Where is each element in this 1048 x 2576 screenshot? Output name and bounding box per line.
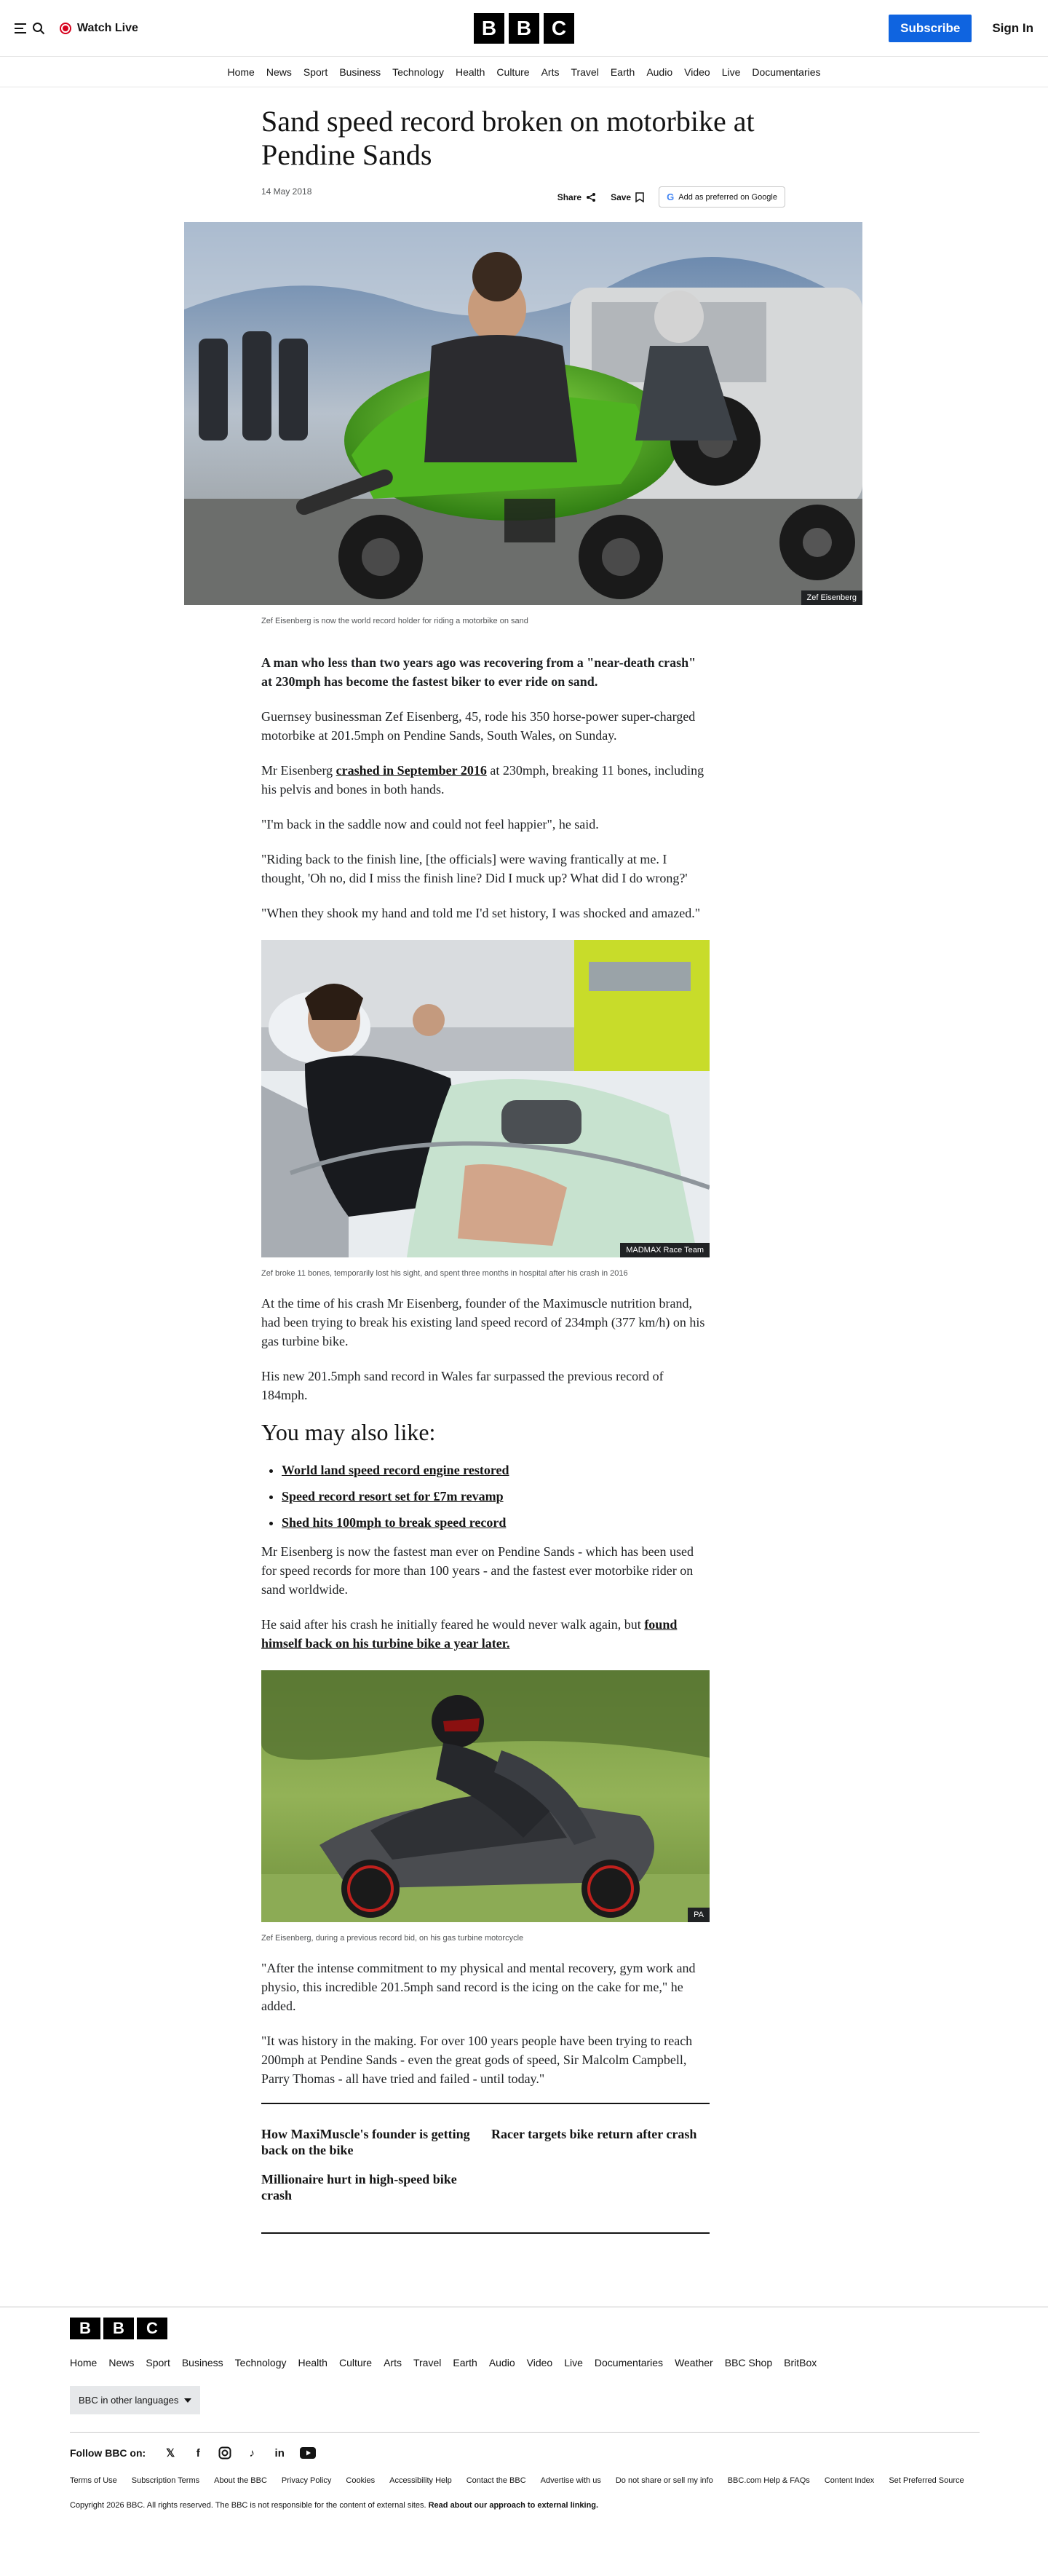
nav-technology[interactable]: Technology xyxy=(392,66,444,78)
hospital-photo xyxy=(261,940,710,1257)
nav-culture[interactable]: Culture xyxy=(496,66,530,78)
paragraph-2-pre: Mr Eisenberg xyxy=(261,763,336,778)
main-nav xyxy=(0,57,1048,87)
footer-nav-documentaries[interactable]: Documentaries xyxy=(594,2357,664,2368)
paragraph-2-post: at 230mph, breaking 11 bones, including his pelvis and bones in both hands. xyxy=(261,763,704,797)
paragraph-2 xyxy=(261,761,710,799)
share-icon xyxy=(586,192,596,202)
footer-logo-letter-b1: B xyxy=(70,2318,100,2339)
share-label: Share xyxy=(557,191,582,202)
more-link-engine[interactable]: World land speed record engine restored xyxy=(282,1463,509,1477)
hospital-image-caption: Zef broke 11 bones, temporarily lost his sight, and spent three months in hospital after his crash in 2016 xyxy=(261,1269,628,1278)
footer-logo-letter-c: C xyxy=(137,2318,167,2339)
external-linking-link[interactable]: Read about our approach to external linking. xyxy=(428,2501,599,2510)
footer-nav-technology[interactable]: Technology xyxy=(234,2357,287,2368)
footer-nav-bbc-shop[interactable]: BBC Shop xyxy=(724,2357,773,2368)
hero-credit: Zef Eisenberg xyxy=(801,590,862,605)
footer-nav-earth[interactable]: Earth xyxy=(453,2357,477,2368)
footer-nav-health[interactable]: Health xyxy=(298,2357,328,2368)
more-link-shed[interactable]: Shed hits 100mph to break speed record xyxy=(282,1515,507,1530)
menu-icon xyxy=(15,23,29,34)
footer-logo-letter-b2: B xyxy=(103,2318,134,2339)
footer-nav-travel[interactable]: Travel xyxy=(413,2357,442,2368)
footer-link-about[interactable]: About the BBC xyxy=(214,2476,267,2485)
share-button[interactable] xyxy=(557,192,596,202)
bbc-logo[interactable] xyxy=(474,13,574,44)
paragraph-5: "When they shook my hand and told me I'd set history, I was shocked and amazed." xyxy=(261,906,701,920)
nav-arts[interactable]: Arts xyxy=(541,66,560,78)
bookmark-icon xyxy=(635,192,644,202)
paragraph-3: "I'm back in the saddle now and could not feel happier", he said. xyxy=(261,817,599,831)
live-icon xyxy=(60,23,71,34)
list-item xyxy=(282,1513,710,1532)
footer-link-help[interactable]: BBC.com Help & FAQs xyxy=(727,2476,810,2485)
paragraph-9 xyxy=(261,1615,710,1653)
footer-link-subscription-terms[interactable]: Subscription Terms xyxy=(131,2476,200,2485)
facebook-icon[interactable]: f xyxy=(196,2446,200,2460)
list-item xyxy=(282,1487,710,1506)
paragraph-8: Mr Eisenberg is now the fastest man ever on Pendine Sands - which has been used for speed records for more than 100 years - and the fastest ever motorbike rider on sand worldwide. xyxy=(261,1544,694,1597)
watch-live-label: Watch Live xyxy=(77,21,138,34)
instagram-icon[interactable] xyxy=(218,2446,231,2460)
footer-links xyxy=(70,2476,980,2485)
hospital-image-credit: MADMAX Race Team xyxy=(620,1243,710,1257)
list-item xyxy=(282,1461,710,1479)
save-label: Save xyxy=(611,191,632,202)
tiktok-icon[interactable]: ♪ xyxy=(249,2446,255,2460)
footer-link-cookies[interactable]: Cookies xyxy=(346,2476,376,2485)
related-stories xyxy=(261,2103,710,2234)
google-preferred-button[interactable] xyxy=(659,186,785,208)
top-bar-left xyxy=(15,22,138,35)
footer-nav-business[interactable]: Business xyxy=(181,2357,223,2368)
logo-letter-b1: B xyxy=(474,13,504,44)
turbine-bike-link[interactable]: found himself back on his turbine bike a year later. xyxy=(261,1617,678,1651)
hero-image xyxy=(184,222,862,605)
article xyxy=(0,105,1048,2234)
footer-nav-weather[interactable]: Weather xyxy=(675,2357,713,2368)
related-link-maximuscle[interactable]: How MaxiMuscle's founder is getting back on the bike xyxy=(261,2127,470,2157)
sign-in-button[interactable]: Sign In xyxy=(992,20,1033,35)
footer-nav xyxy=(70,2357,980,2368)
article-lead: A man who less than two years ago was recovering from a "near-death crash" at 230mph has become the fastest biker to ever ride on sand. xyxy=(261,655,696,689)
paragraph-9-pre: He said after his crash he initially feared he would never walk again, but xyxy=(261,1617,645,1632)
copyright-text: Copyright 2026 BBC. All rights reserved. The BBC is not responsible for the content of external sites. xyxy=(70,2501,429,2510)
top-bar xyxy=(0,0,1048,57)
menu-search-button[interactable] xyxy=(15,22,45,35)
follow-bbc xyxy=(70,2446,980,2460)
footer-bbc-logo[interactable] xyxy=(70,2318,980,2339)
nav-documentaries[interactable]: Documentaries xyxy=(752,66,821,78)
follow-label: Follow BBC on: xyxy=(70,2447,146,2459)
paragraph-6: At the time of his crash Mr Eisenberg, founder of the Maximuscle nutrition brand, had been trying to break his existing land speed record of 234mph (377 km/h) on his gas turbine bike. xyxy=(261,1296,705,1348)
nav-audio[interactable]: Audio xyxy=(646,66,673,78)
nav-sport[interactable]: Sport xyxy=(303,66,328,78)
footer-link-content-index[interactable]: Content Index xyxy=(824,2476,875,2485)
footer-nav-culture[interactable]: Culture xyxy=(338,2357,373,2368)
footer-nav-live[interactable]: Live xyxy=(564,2357,583,2368)
footer xyxy=(0,2307,1048,2576)
hero-caption: Zef Eisenberg is now the world record holder for riding a motorbike on sand xyxy=(261,617,528,625)
footer-link-terms[interactable]: Terms of Use xyxy=(70,2476,117,2485)
article-date: 14 May 2018 xyxy=(261,186,312,197)
turbine-bike-caption: Zef Eisenberg, during a previous record bid, on his gas turbine motorcycle xyxy=(261,1934,524,1943)
top-bar-right xyxy=(889,15,1033,42)
article-tools xyxy=(557,186,785,208)
logo-letter-c: C xyxy=(544,13,574,44)
article-title: Sand speed record broken on motorbike at Pendine Sands xyxy=(261,105,755,171)
turbine-bike-credit: PA xyxy=(688,1908,710,1922)
social-links xyxy=(163,2446,316,2460)
x-icon[interactable]: 𝕏 xyxy=(166,2447,175,2460)
nav-earth[interactable]: Earth xyxy=(610,66,635,78)
footer-nav-news[interactable]: News xyxy=(108,2357,135,2368)
footer-inner xyxy=(70,2318,980,2510)
watch-live-link[interactable] xyxy=(60,22,138,35)
other-languages-label: BBC in other languages xyxy=(79,2395,179,2406)
turbine-bike-image xyxy=(261,1670,710,1922)
article-header xyxy=(261,105,814,208)
paragraph-11: "It was history in the making. For over 100 years people have been trying to reach 200mph at Pendine Sands - even the great gods of speed, Sir Malcolm Campbell, Parry Thomas - all have tried and failed - until today." xyxy=(261,2034,693,2086)
article-body xyxy=(261,617,710,2234)
google-preferred-label: Add as preferred on Google xyxy=(678,192,777,202)
related-link-millionaire[interactable]: Millionaire hurt in high-speed bike crash xyxy=(261,2172,457,2202)
more-link-resort[interactable]: Speed record resort set for £7m revamp xyxy=(282,1489,504,1504)
nav-live[interactable]: Live xyxy=(721,66,741,78)
save-button[interactable] xyxy=(611,192,644,202)
linkedin-icon[interactable]: in xyxy=(274,2446,285,2460)
search-icon xyxy=(32,22,45,35)
copyright xyxy=(70,2501,980,2510)
nav-travel[interactable]: Travel xyxy=(571,66,599,78)
hospital-image xyxy=(261,940,710,1257)
nav-news[interactable]: News xyxy=(266,66,292,78)
nav-video[interactable]: Video xyxy=(684,66,710,78)
footer-link-do-not-sell[interactable]: Do not share or sell my info xyxy=(615,2476,713,2485)
footer-divider xyxy=(70,2432,980,2433)
footer-nav-sport[interactable]: Sport xyxy=(146,2357,170,2368)
hero-photo xyxy=(184,222,862,605)
other-languages-button[interactable] xyxy=(70,2386,200,2414)
footer-nav-home[interactable]: Home xyxy=(70,2357,98,2368)
footer-link-advertise[interactable]: Advertise with us xyxy=(540,2476,601,2485)
subscribe-button[interactable]: Subscribe xyxy=(889,15,972,42)
nav-home[interactable]: Home xyxy=(227,66,255,78)
footer-link-contact[interactable]: Contact the BBC xyxy=(466,2476,526,2485)
you-may-also-like-list xyxy=(261,1461,710,1532)
footer-link-accessibility[interactable]: Accessibility Help xyxy=(389,2476,452,2485)
paragraph-4: "Riding back to the finish line, [the officials] were waving frantically at me. I thought, 'Oh no, did I miss the finish line? Did I muck up? What did I do wrong?' xyxy=(261,852,688,885)
nav-business[interactable]: Business xyxy=(339,66,381,78)
article-meta xyxy=(261,183,785,208)
google-icon: G xyxy=(667,191,675,202)
crash-link[interactable]: crashed in September 2016 xyxy=(336,763,487,778)
paragraph-10: "After the intense commitment to my physical and mental recovery, gym work and physio, this incredible 201.5mph sand record is the icing on the cake for me," he added. xyxy=(261,1961,696,2013)
footer-link-privacy[interactable]: Privacy Policy xyxy=(281,2476,332,2485)
nav-health[interactable]: Health xyxy=(455,66,485,78)
paragraph-1: Guernsey businessman Zef Eisenberg, 45, rode his 350 horse-power super-charged motorbike at 201.5mph on Pendine Sands, South Wales, on Sunday. xyxy=(261,709,696,743)
logo-letter-b2: B xyxy=(509,13,539,44)
footer-nav-arts[interactable]: Arts xyxy=(384,2357,402,2368)
youtube-icon[interactable] xyxy=(300,2447,316,2459)
chevron-down-icon xyxy=(184,2398,191,2403)
footer-link-preferred-source[interactable]: Set Preferred Source xyxy=(889,2476,964,2485)
paragraph-7: His new 201.5mph sand record in Wales far surpassed the previous record of 184mph. xyxy=(261,1369,664,1402)
related-link-racer[interactable]: Racer targets bike return after crash xyxy=(491,2127,697,2141)
footer-nav-audio[interactable]: Audio xyxy=(488,2357,515,2368)
footer-nav-video[interactable]: Video xyxy=(526,2357,553,2368)
you-may-also-like-heading: You may also like: xyxy=(261,1419,436,1445)
footer-nav-britbox[interactable]: BritBox xyxy=(784,2357,817,2368)
turbine-bike-photo xyxy=(261,1670,710,1922)
